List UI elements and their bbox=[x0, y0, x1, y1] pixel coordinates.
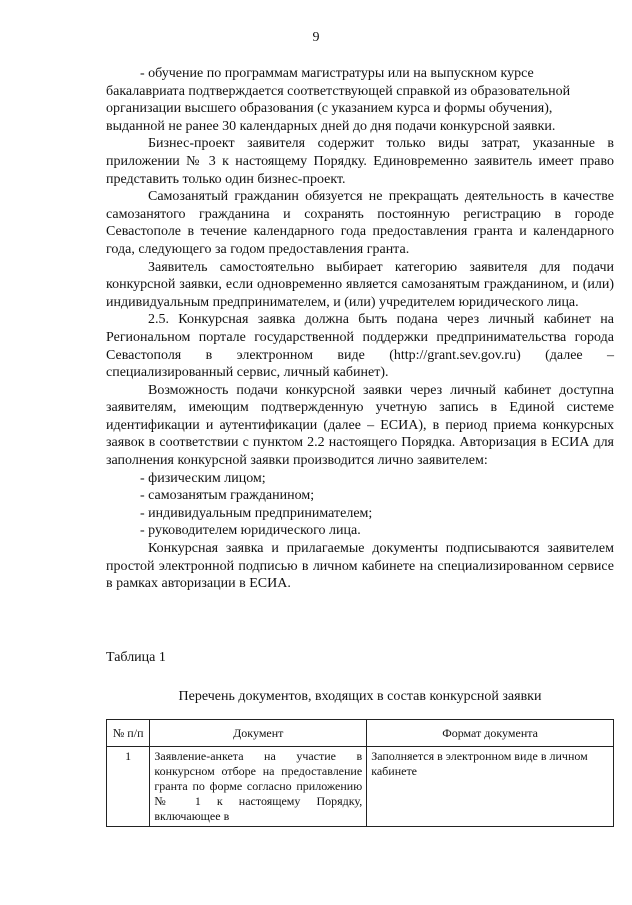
paragraph-signature: Конкурсная заявка и прилагаемые документы подписываются заявителем простой электронной подписью в личном кабинете на специализированном сервисе в рамках авторизации в ЕСИА. bbox=[106, 541, 614, 592]
list-item: - индивидуальным предпринимателем; bbox=[140, 505, 373, 521]
list-item: - физическим лицом; bbox=[140, 470, 266, 486]
paragraph-business-project: Бизнес-проект заявителя содержит только виды затрат, указанные в приложении № 3 к настоящему Порядку. Единовременно заявитель имеет право представить только один бизнес-проект. bbox=[106, 136, 614, 187]
paragraph-esia-access: Возможность подачи конкурсной заявки через личный кабинет доступна заявителям, имеющим подтвержденную учетную запись в Единой системе идентификации и аутентификации (далее – ЕСИА), в период приема конкурсных заявок в соответствии с пунктом 2.2 настоящего Порядка. Авторизация в ЕСИА для заполнения конкурсной заявки производится лично заявителем: bbox=[106, 382, 614, 469]
documents-table bbox=[106, 719, 614, 827]
table-header-row bbox=[107, 720, 614, 747]
cell-document: Заявление-анкета на участие в конкурсном отборе на предоставление гранта по форме согласно приложению № 1 к настоящему Порядку, включающее в bbox=[150, 747, 367, 827]
header-format: Формат документа bbox=[367, 720, 614, 747]
paragraph-self-employed-obligation: Самозанятый гражданин обязуется не прекращать деятельность в качестве самозанятого гражданина и сохранять постоянную регистрацию в городе Севастополе в течение календарного года предоставления гранта и календарного года, следующего за годом предоставления гранта. bbox=[106, 189, 614, 257]
table-label: Таблица 1 bbox=[106, 650, 166, 665]
body-text bbox=[106, 65, 614, 593]
cell-format: Заполняется в электронном виде в личном кабинете bbox=[367, 747, 614, 827]
header-document: Документ bbox=[150, 720, 367, 747]
paragraph-section-2-5: 2.5. Конкурсная заявка должна быть подана через личный кабинет на Региональном портале государственной поддержки предпринимательства города Севастополя в электронном виде (http://grant.sev.gov.ru) (далее – специализированный сервис, личный кабинет). bbox=[106, 312, 614, 381]
list-item: - самозанятым гражданином; bbox=[140, 488, 315, 504]
list-item: - руководителем юридического лица. bbox=[140, 523, 361, 539]
table-title: Перечень документов, входящих в состав конкурсной заявки bbox=[178, 689, 542, 704]
cell-number: 1 bbox=[107, 747, 150, 827]
paragraph-applicant-category: Заявитель самостоятельно выбирает категорию заявителя для подачи конкурсной заявки, если одновременно является самозанятым гражданином, и (или) индивидуальным предпринимателем, и (или) учредителем юридического лица. bbox=[106, 259, 614, 310]
paragraph-study-requirement: - обучение по программам магистратуры или на выпускном курсе бакалавриата подтверждается соответствующей справкой из образовательной организации высшего образования (с указанием курса и формы обучения), выданной не ранее 30 календарных дней до дня подачи конкурсной заявки. bbox=[106, 66, 571, 134]
table-row bbox=[107, 747, 614, 827]
page-number: 9 bbox=[312, 30, 320, 45]
header-number: № п/п bbox=[107, 720, 150, 747]
